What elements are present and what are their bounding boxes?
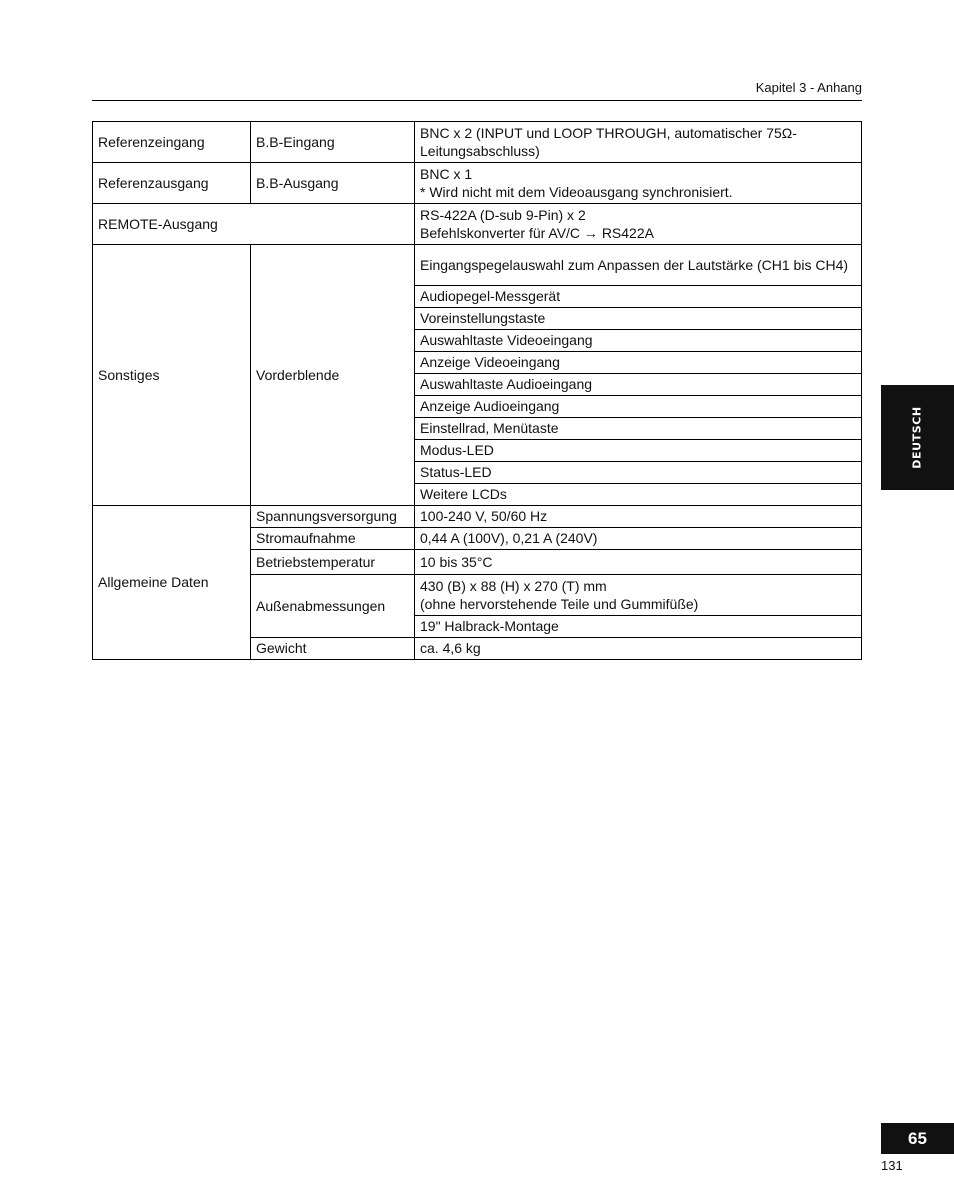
value-line: Leitungsabschluss): [420, 142, 540, 159]
spec-value: Status-LED: [415, 462, 862, 484]
spec-value: Weitere LCDs: [415, 484, 862, 506]
spec-subcategory: B.B-Ausgang: [251, 163, 415, 204]
value-line: * Wird nicht mit dem Videoausgang synchronisiert.: [420, 183, 733, 200]
spec-category: Referenzeingang: [93, 122, 251, 163]
spec-value: Modus-LED: [415, 440, 862, 462]
table-row: [93, 122, 862, 163]
spec-value: 10 bis 35°C: [415, 550, 862, 575]
spec-value: [415, 163, 862, 204]
spec-value: Anzeige Videoeingang: [415, 352, 862, 374]
page-number: 65: [881, 1123, 954, 1154]
spec-value: ca. 4,6 kg: [415, 638, 862, 660]
value-line: RS-422A (D-sub 9-Pin) x 2: [420, 206, 586, 223]
spec-subcategory: Vorderblende: [251, 245, 415, 506]
spec-subcategory: Außenabmessungen: [251, 575, 415, 638]
spec-value: Audiopegel-Messgerät: [415, 286, 862, 308]
spec-value: Eingangspegelauswahl zum Anpassen der Lautstärke (CH1 bis CH4): [415, 245, 862, 286]
table-row: [93, 506, 862, 528]
value-line: 430 (B) x 88 (H) x 270 (T) mm: [420, 577, 607, 594]
spec-table: [92, 121, 862, 660]
table-row: [93, 245, 862, 286]
spec-value: [415, 122, 862, 163]
chapter-header: Kapitel 3 - Anhang: [755, 80, 862, 95]
value-line: (ohne hervorstehende Teile und Gummifüße): [420, 595, 699, 612]
spec-value: Voreinstellungstaste: [415, 308, 862, 330]
spec-value: [415, 575, 862, 616]
spec-value: Einstellrad, Menütaste: [415, 418, 862, 440]
spec-category: Sonstiges: [93, 245, 251, 506]
value-line: BNC x 2 (INPUT und LOOP THROUGH, automatischer 75Ω-: [420, 124, 797, 141]
table-row: [93, 163, 862, 204]
sub-page-number: 131: [881, 1158, 903, 1173]
spec-value: Anzeige Audioeingang: [415, 396, 862, 418]
spec-value: 0,44 A (100V), 0,21 A (240V): [415, 528, 862, 550]
table-row: [93, 204, 862, 245]
value-line: BNC x 1: [420, 165, 473, 182]
header-rule: [92, 100, 862, 101]
spec-category: REMOTE-Ausgang: [93, 204, 415, 245]
spec-value: 100-240 V, 50/60 Hz: [415, 506, 862, 528]
value-line: Befehlskonverter für AV/C → RS422A: [420, 224, 654, 241]
spec-category: Referenzausgang: [93, 163, 251, 204]
spec-subcategory: Gewicht: [251, 638, 415, 660]
spec-subcategory: Spannungsversorgung: [251, 506, 415, 528]
spec-value: Auswahltaste Videoeingang: [415, 330, 862, 352]
language-tab-label: DEUTSCH: [910, 406, 924, 469]
spec-value: Auswahltaste Audioeingang: [415, 374, 862, 396]
spec-value: 19" Halbrack-Montage: [415, 616, 862, 638]
spec-subcategory: B.B-Eingang: [251, 122, 415, 163]
spec-value: [415, 204, 862, 245]
spec-subcategory: Betriebstemperatur: [251, 550, 415, 575]
spec-category: Allgemeine Daten: [93, 506, 251, 660]
language-tab: [881, 385, 954, 490]
spec-subcategory: Stromaufnahme: [251, 528, 415, 550]
